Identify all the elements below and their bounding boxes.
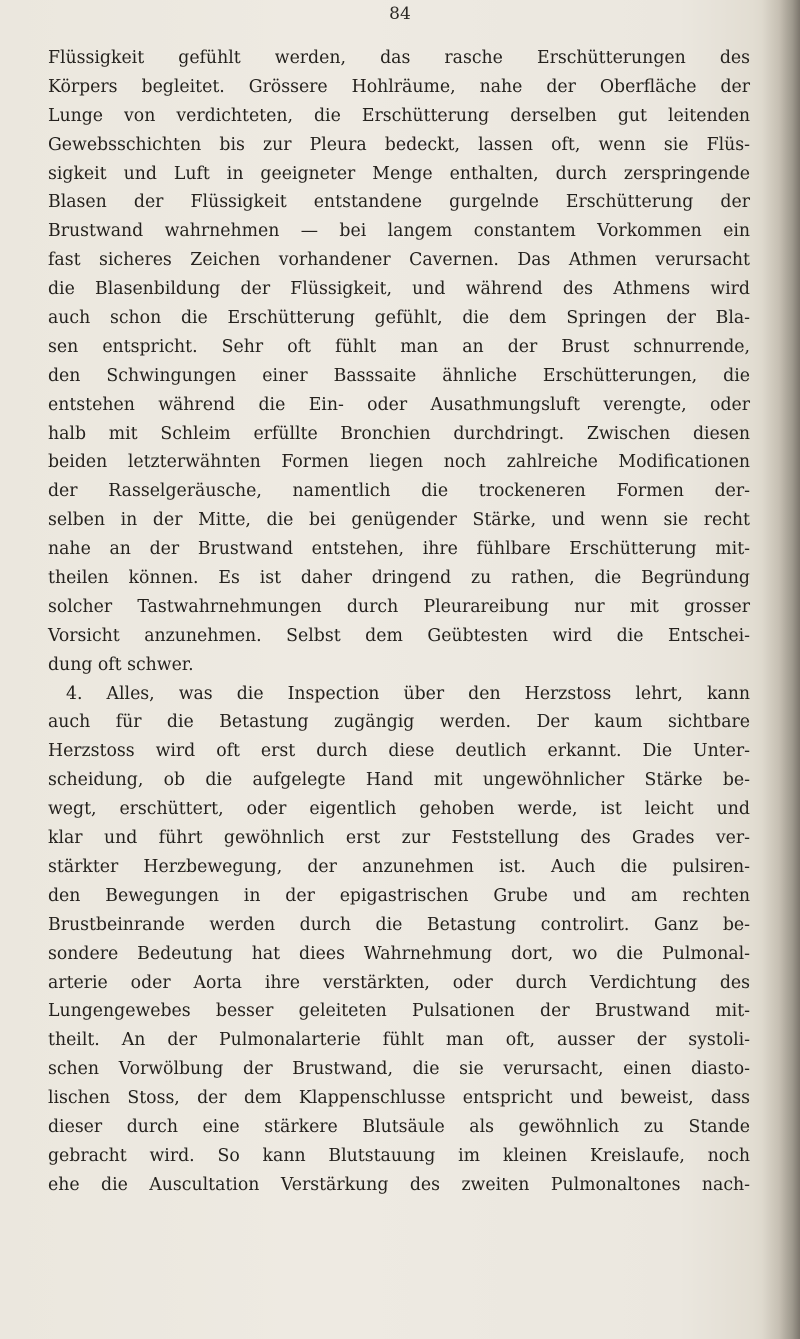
text-line: auch für die Betastung zugängig werden. Der kaum sichtbare xyxy=(48,712,750,733)
text-line: 4. Alles, was die Inspection über den Herzstoss lehrt, kann xyxy=(66,683,750,704)
text-line: sen entspricht. Sehr oft fühlt man an der Brust schnurrende, xyxy=(48,336,750,357)
page-number: 84 xyxy=(389,4,411,24)
text-line: wegt, erschüttert, oder eigentlich gehoben werde, ist leicht und xyxy=(48,799,750,820)
text-line: Lungengewebes besser geleiteten Pulsationen der Brustwand mit- xyxy=(48,1001,750,1022)
text-line: halb mit Schleim erfüllte Bronchien durchdringt. Zwischen diesen xyxy=(48,423,750,444)
text-line: nahe an der Brustwand entstehen, ihre fühlbare Erschütterung mit- xyxy=(48,539,750,560)
text-line: Blasen der Flüssigkeit entstandene gurgelnde Erschütterung der xyxy=(48,192,750,213)
text-line: schen Vorwölbung der Brustwand, die sie verursacht, einen diasto- xyxy=(48,1059,750,1080)
text-line: sondere Bedeutung hat diees Wahrnehmung dort, wo die Pulmonal- xyxy=(48,943,750,964)
text-line: Brustwand wahrnehmen — bei langem constantem Vorkommen ein xyxy=(48,221,750,242)
text-line: Vorsicht anzunehmen. Selbst dem Geübtesten wird die Entschei- xyxy=(48,625,750,646)
text-line: theilen können. Es ist daher dringend zu rathen, die Begründung xyxy=(48,568,750,589)
text-line: scheidung, ob die aufgelegte Hand mit ungewöhnlicher Stärke be- xyxy=(48,770,750,791)
text-line: selben in der Mitte, die bei genügender Stärke, und wenn sie recht xyxy=(48,510,750,531)
text-line: arterie oder Aorta ihre verstärkten, oder durch Verdichtung des xyxy=(48,972,750,993)
text-line: Körpers begleitet. Grössere Hohlräume, nahe der Oberfläche der xyxy=(48,76,750,97)
text-line: stärkter Herzbewegung, der anzunehmen ist. Auch die pulsiren- xyxy=(48,856,750,877)
text-line: lischen Stoss, der dem Klappenschlusse entspricht und beweist, dass xyxy=(48,1088,750,1109)
text-line: Lunge von verdichteten, die Erschütterung derselben gut leitenden xyxy=(48,105,750,126)
text-line: Herzstoss wird oft erst durch diese deutlich erkannt. Die Unter- xyxy=(48,741,750,762)
page-edge-shadow xyxy=(762,0,800,1339)
text-line: den Bewegungen in der epigastrischen Grube und am rechten xyxy=(48,885,750,906)
text-line: dung oft schwer. xyxy=(48,654,194,675)
text-line: Gewebsschichten bis zur Pleura bedeckt, lassen oft, wenn sie Flüs- xyxy=(48,134,750,155)
text-line: entstehen während die Ein- oder Ausathmungsluft verengte, oder xyxy=(48,394,750,415)
text-line: auch schon die Erschütterung gefühlt, die dem Springen der Bla- xyxy=(48,308,750,329)
text-line: die Blasenbildung der Flüssigkeit, und während des Athmens wird xyxy=(48,279,750,300)
text-line: sigkeit und Luft in geeigneter Menge enthalten, durch zerspringende xyxy=(48,163,750,184)
text-line: Brustbeinrande werden durch die Betastung controlirt. Ganz be- xyxy=(48,914,750,935)
text-line: beiden letzterwähnten Formen liegen noch zahlreiche Modificationen xyxy=(48,452,750,473)
body-text xyxy=(48,44,750,1200)
text-line: theilt. An der Pulmonalarterie fühlt man oft, ausser der systoli- xyxy=(48,1030,750,1051)
text-line: den Schwingungen einer Basssaite ähnliche Erschütterungen, die xyxy=(48,365,750,386)
text-line: dieser durch eine stärkere Blutsäule als gewöhnlich zu Stande xyxy=(48,1116,750,1137)
text-line: solcher Tastwahrnehmungen durch Pleurareibung nur mit grosser xyxy=(48,596,750,617)
text-line: fast sicheres Zeichen vorhandener Cavernen. Das Athmen verursacht xyxy=(48,250,750,271)
text-line: klar und führt gewöhnlich erst zur Feststellung des Grades ver- xyxy=(48,828,750,849)
text-line: Flüssigkeit gefühlt werden, das rasche Erschütterungen des xyxy=(48,48,750,68)
text-line: der Rasselgeräusche, namentlich die trockeneren Formen der- xyxy=(48,481,750,502)
text-line: gebracht wird. So kann Blutstauung im kleinen Kreislaufe, noch xyxy=(48,1145,750,1166)
text-line: ehe die Auscultation Verstärkung des zweiten Pulmonaltones nach- xyxy=(48,1174,750,1195)
